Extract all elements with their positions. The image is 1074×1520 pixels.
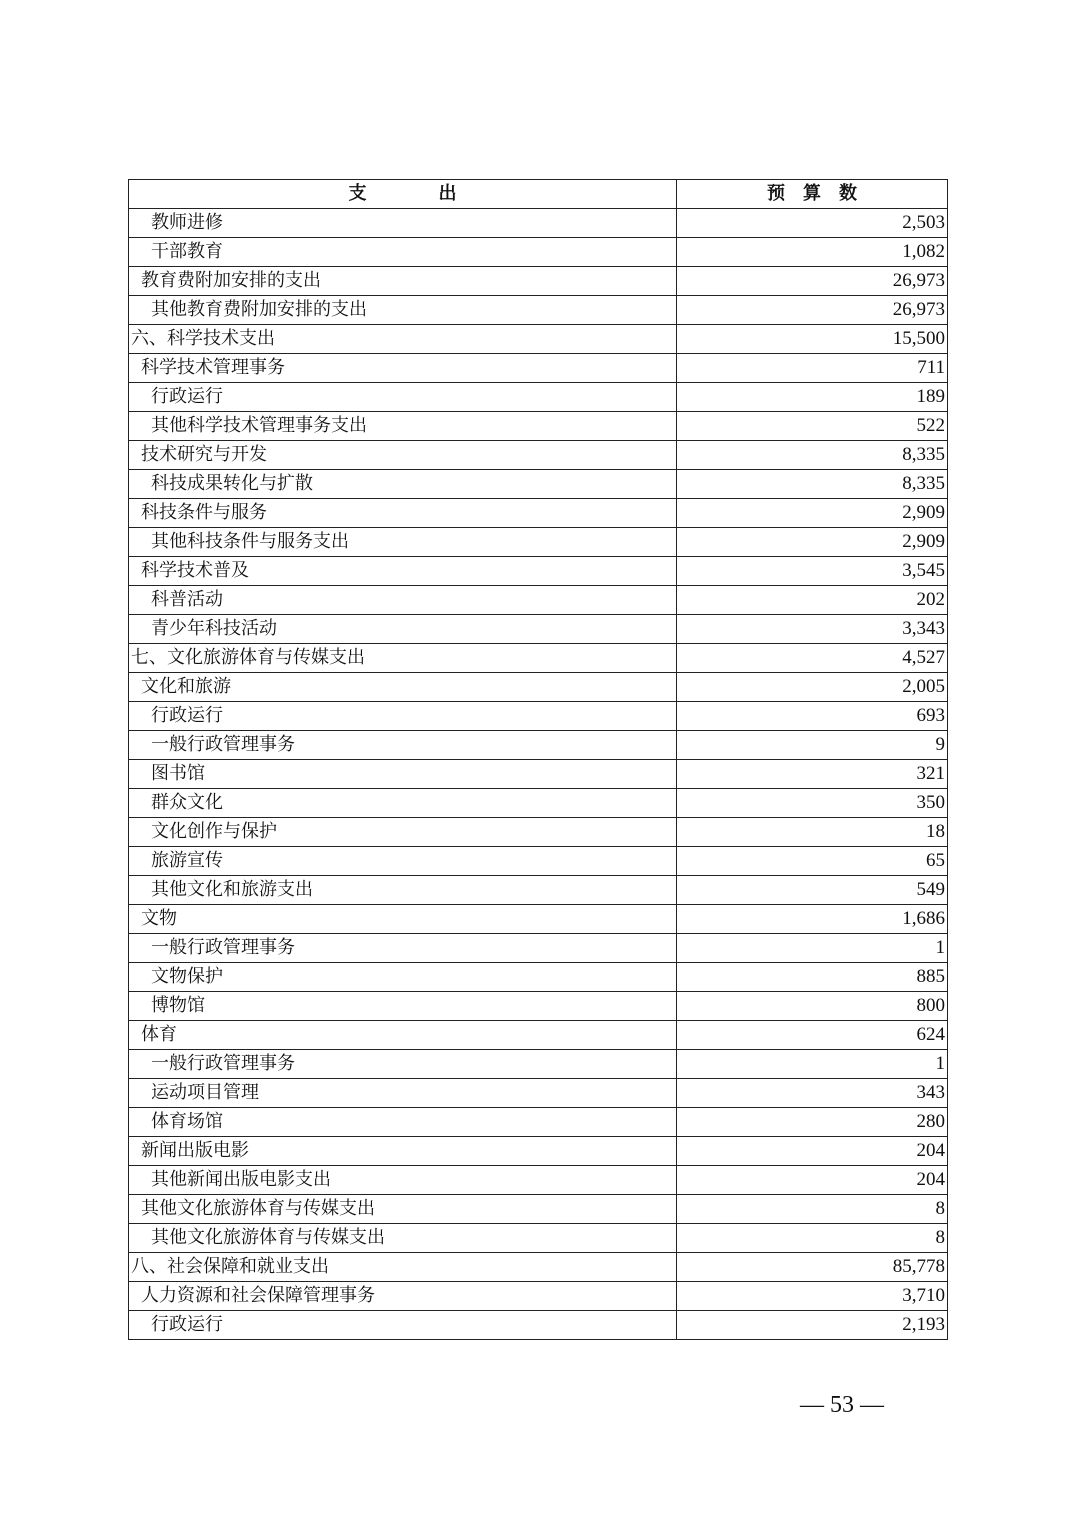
row-value: 800 bbox=[677, 992, 948, 1021]
row-value: 204 bbox=[677, 1166, 948, 1195]
table-row bbox=[129, 905, 948, 934]
row-value: 26,973 bbox=[677, 296, 948, 325]
row-label: 其他教育费附加安排的支出 bbox=[129, 296, 677, 325]
row-value: 1,082 bbox=[677, 238, 948, 267]
table-row bbox=[129, 557, 948, 586]
row-label: 行政运行 bbox=[129, 383, 677, 412]
row-label: 行政运行 bbox=[129, 702, 677, 731]
table-row bbox=[129, 1108, 948, 1137]
table-row bbox=[129, 470, 948, 499]
row-value: 3,545 bbox=[677, 557, 948, 586]
row-label: 科学技术普及 bbox=[129, 557, 677, 586]
row-value: 885 bbox=[677, 963, 948, 992]
row-label: 教师进修 bbox=[129, 209, 677, 238]
row-label: 旅游宣传 bbox=[129, 847, 677, 876]
row-value: 2,005 bbox=[677, 673, 948, 702]
row-value: 85,778 bbox=[677, 1253, 948, 1282]
row-value: 343 bbox=[677, 1079, 948, 1108]
table-row bbox=[129, 1253, 948, 1282]
row-value: 4,527 bbox=[677, 644, 948, 673]
row-label: 青少年科技活动 bbox=[129, 615, 677, 644]
table-header-row bbox=[129, 180, 948, 209]
table-row bbox=[129, 528, 948, 557]
row-label: 图书馆 bbox=[129, 760, 677, 789]
row-label: 其他新闻出版电影支出 bbox=[129, 1166, 677, 1195]
row-value: 3,343 bbox=[677, 615, 948, 644]
table-row bbox=[129, 1050, 948, 1079]
row-label: 文物 bbox=[129, 905, 677, 934]
row-value: 321 bbox=[677, 760, 948, 789]
row-label: 群众文化 bbox=[129, 789, 677, 818]
row-value: 350 bbox=[677, 789, 948, 818]
row-value: 189 bbox=[677, 383, 948, 412]
row-label: 行政运行 bbox=[129, 1311, 677, 1340]
row-label: 科技成果转化与扩散 bbox=[129, 470, 677, 499]
row-label: 六、科学技术支出 bbox=[129, 325, 677, 354]
table-row bbox=[129, 615, 948, 644]
row-value: 693 bbox=[677, 702, 948, 731]
table-row bbox=[129, 238, 948, 267]
table-row bbox=[129, 963, 948, 992]
row-value: 2,193 bbox=[677, 1311, 948, 1340]
row-value: 8 bbox=[677, 1195, 948, 1224]
page-number: — 53 — bbox=[800, 1392, 884, 1418]
row-value: 624 bbox=[677, 1021, 948, 1050]
table-row bbox=[129, 383, 948, 412]
table-row bbox=[129, 1079, 948, 1108]
row-value: 9 bbox=[677, 731, 948, 760]
table-row bbox=[129, 441, 948, 470]
table-row bbox=[129, 499, 948, 528]
row-value: 15,500 bbox=[677, 325, 948, 354]
row-value: 2,909 bbox=[677, 499, 948, 528]
row-label: 一般行政管理事务 bbox=[129, 934, 677, 963]
table-row bbox=[129, 1282, 948, 1311]
table-row bbox=[129, 992, 948, 1021]
row-label: 教育费附加安排的支出 bbox=[129, 267, 677, 296]
table-row bbox=[129, 702, 948, 731]
row-label: 科学技术管理事务 bbox=[129, 354, 677, 383]
row-label: 一般行政管理事务 bbox=[129, 731, 677, 760]
table-row bbox=[129, 296, 948, 325]
table-row bbox=[129, 1137, 948, 1166]
table-row bbox=[129, 209, 948, 238]
table-row bbox=[129, 789, 948, 818]
table-row bbox=[129, 1224, 948, 1253]
row-value: 1,686 bbox=[677, 905, 948, 934]
table-row bbox=[129, 818, 948, 847]
row-label: 一般行政管理事务 bbox=[129, 1050, 677, 1079]
row-label: 其他文化旅游体育与传媒支出 bbox=[129, 1195, 677, 1224]
row-value: 2,503 bbox=[677, 209, 948, 238]
row-value: 1 bbox=[677, 934, 948, 963]
table-row bbox=[129, 586, 948, 615]
table-row bbox=[129, 644, 948, 673]
row-label: 科普活动 bbox=[129, 586, 677, 615]
table-row bbox=[129, 731, 948, 760]
row-value: 8,335 bbox=[677, 441, 948, 470]
row-value: 1 bbox=[677, 1050, 948, 1079]
table-row bbox=[129, 325, 948, 354]
row-label: 运动项目管理 bbox=[129, 1079, 677, 1108]
row-value: 204 bbox=[677, 1137, 948, 1166]
row-label: 人力资源和社会保障管理事务 bbox=[129, 1282, 677, 1311]
row-label: 新闻出版电影 bbox=[129, 1137, 677, 1166]
table-row bbox=[129, 1021, 948, 1050]
budget-table bbox=[128, 179, 948, 1340]
row-label: 文物保护 bbox=[129, 963, 677, 992]
row-label: 体育 bbox=[129, 1021, 677, 1050]
table-row bbox=[129, 1311, 948, 1340]
table-row bbox=[129, 1195, 948, 1224]
row-value: 202 bbox=[677, 586, 948, 615]
row-label: 其他文化旅游体育与传媒支出 bbox=[129, 1224, 677, 1253]
row-label: 其他科学技术管理事务支出 bbox=[129, 412, 677, 441]
table-row bbox=[129, 412, 948, 441]
row-label: 科技条件与服务 bbox=[129, 499, 677, 528]
row-value: 18 bbox=[677, 818, 948, 847]
table-row bbox=[129, 847, 948, 876]
row-value: 549 bbox=[677, 876, 948, 905]
row-label: 干部教育 bbox=[129, 238, 677, 267]
table-row bbox=[129, 760, 948, 789]
row-value: 2,909 bbox=[677, 528, 948, 557]
table-row bbox=[129, 673, 948, 702]
row-label: 文化和旅游 bbox=[129, 673, 677, 702]
row-label: 其他文化和旅游支出 bbox=[129, 876, 677, 905]
row-label: 八、社会保障和就业支出 bbox=[129, 1253, 677, 1282]
table-row bbox=[129, 354, 948, 383]
row-label: 技术研究与开发 bbox=[129, 441, 677, 470]
table-row bbox=[129, 934, 948, 963]
row-label: 体育场馆 bbox=[129, 1108, 677, 1137]
header-budget-amount: 预 算 数 bbox=[677, 180, 948, 209]
row-value: 65 bbox=[677, 847, 948, 876]
row-value: 8 bbox=[677, 1224, 948, 1253]
row-value: 711 bbox=[677, 354, 948, 383]
table-row bbox=[129, 267, 948, 296]
row-value: 8,335 bbox=[677, 470, 948, 499]
row-value: 3,710 bbox=[677, 1282, 948, 1311]
table-row bbox=[129, 1166, 948, 1195]
row-label: 博物馆 bbox=[129, 992, 677, 1021]
table-body bbox=[129, 209, 948, 1340]
table-row bbox=[129, 876, 948, 905]
row-label: 文化创作与保护 bbox=[129, 818, 677, 847]
row-value: 26,973 bbox=[677, 267, 948, 296]
row-value: 280 bbox=[677, 1108, 948, 1137]
row-label: 七、文化旅游体育与传媒支出 bbox=[129, 644, 677, 673]
row-label: 其他科技条件与服务支出 bbox=[129, 528, 677, 557]
header-expenditure: 支 出 bbox=[129, 180, 677, 209]
row-value: 522 bbox=[677, 412, 948, 441]
